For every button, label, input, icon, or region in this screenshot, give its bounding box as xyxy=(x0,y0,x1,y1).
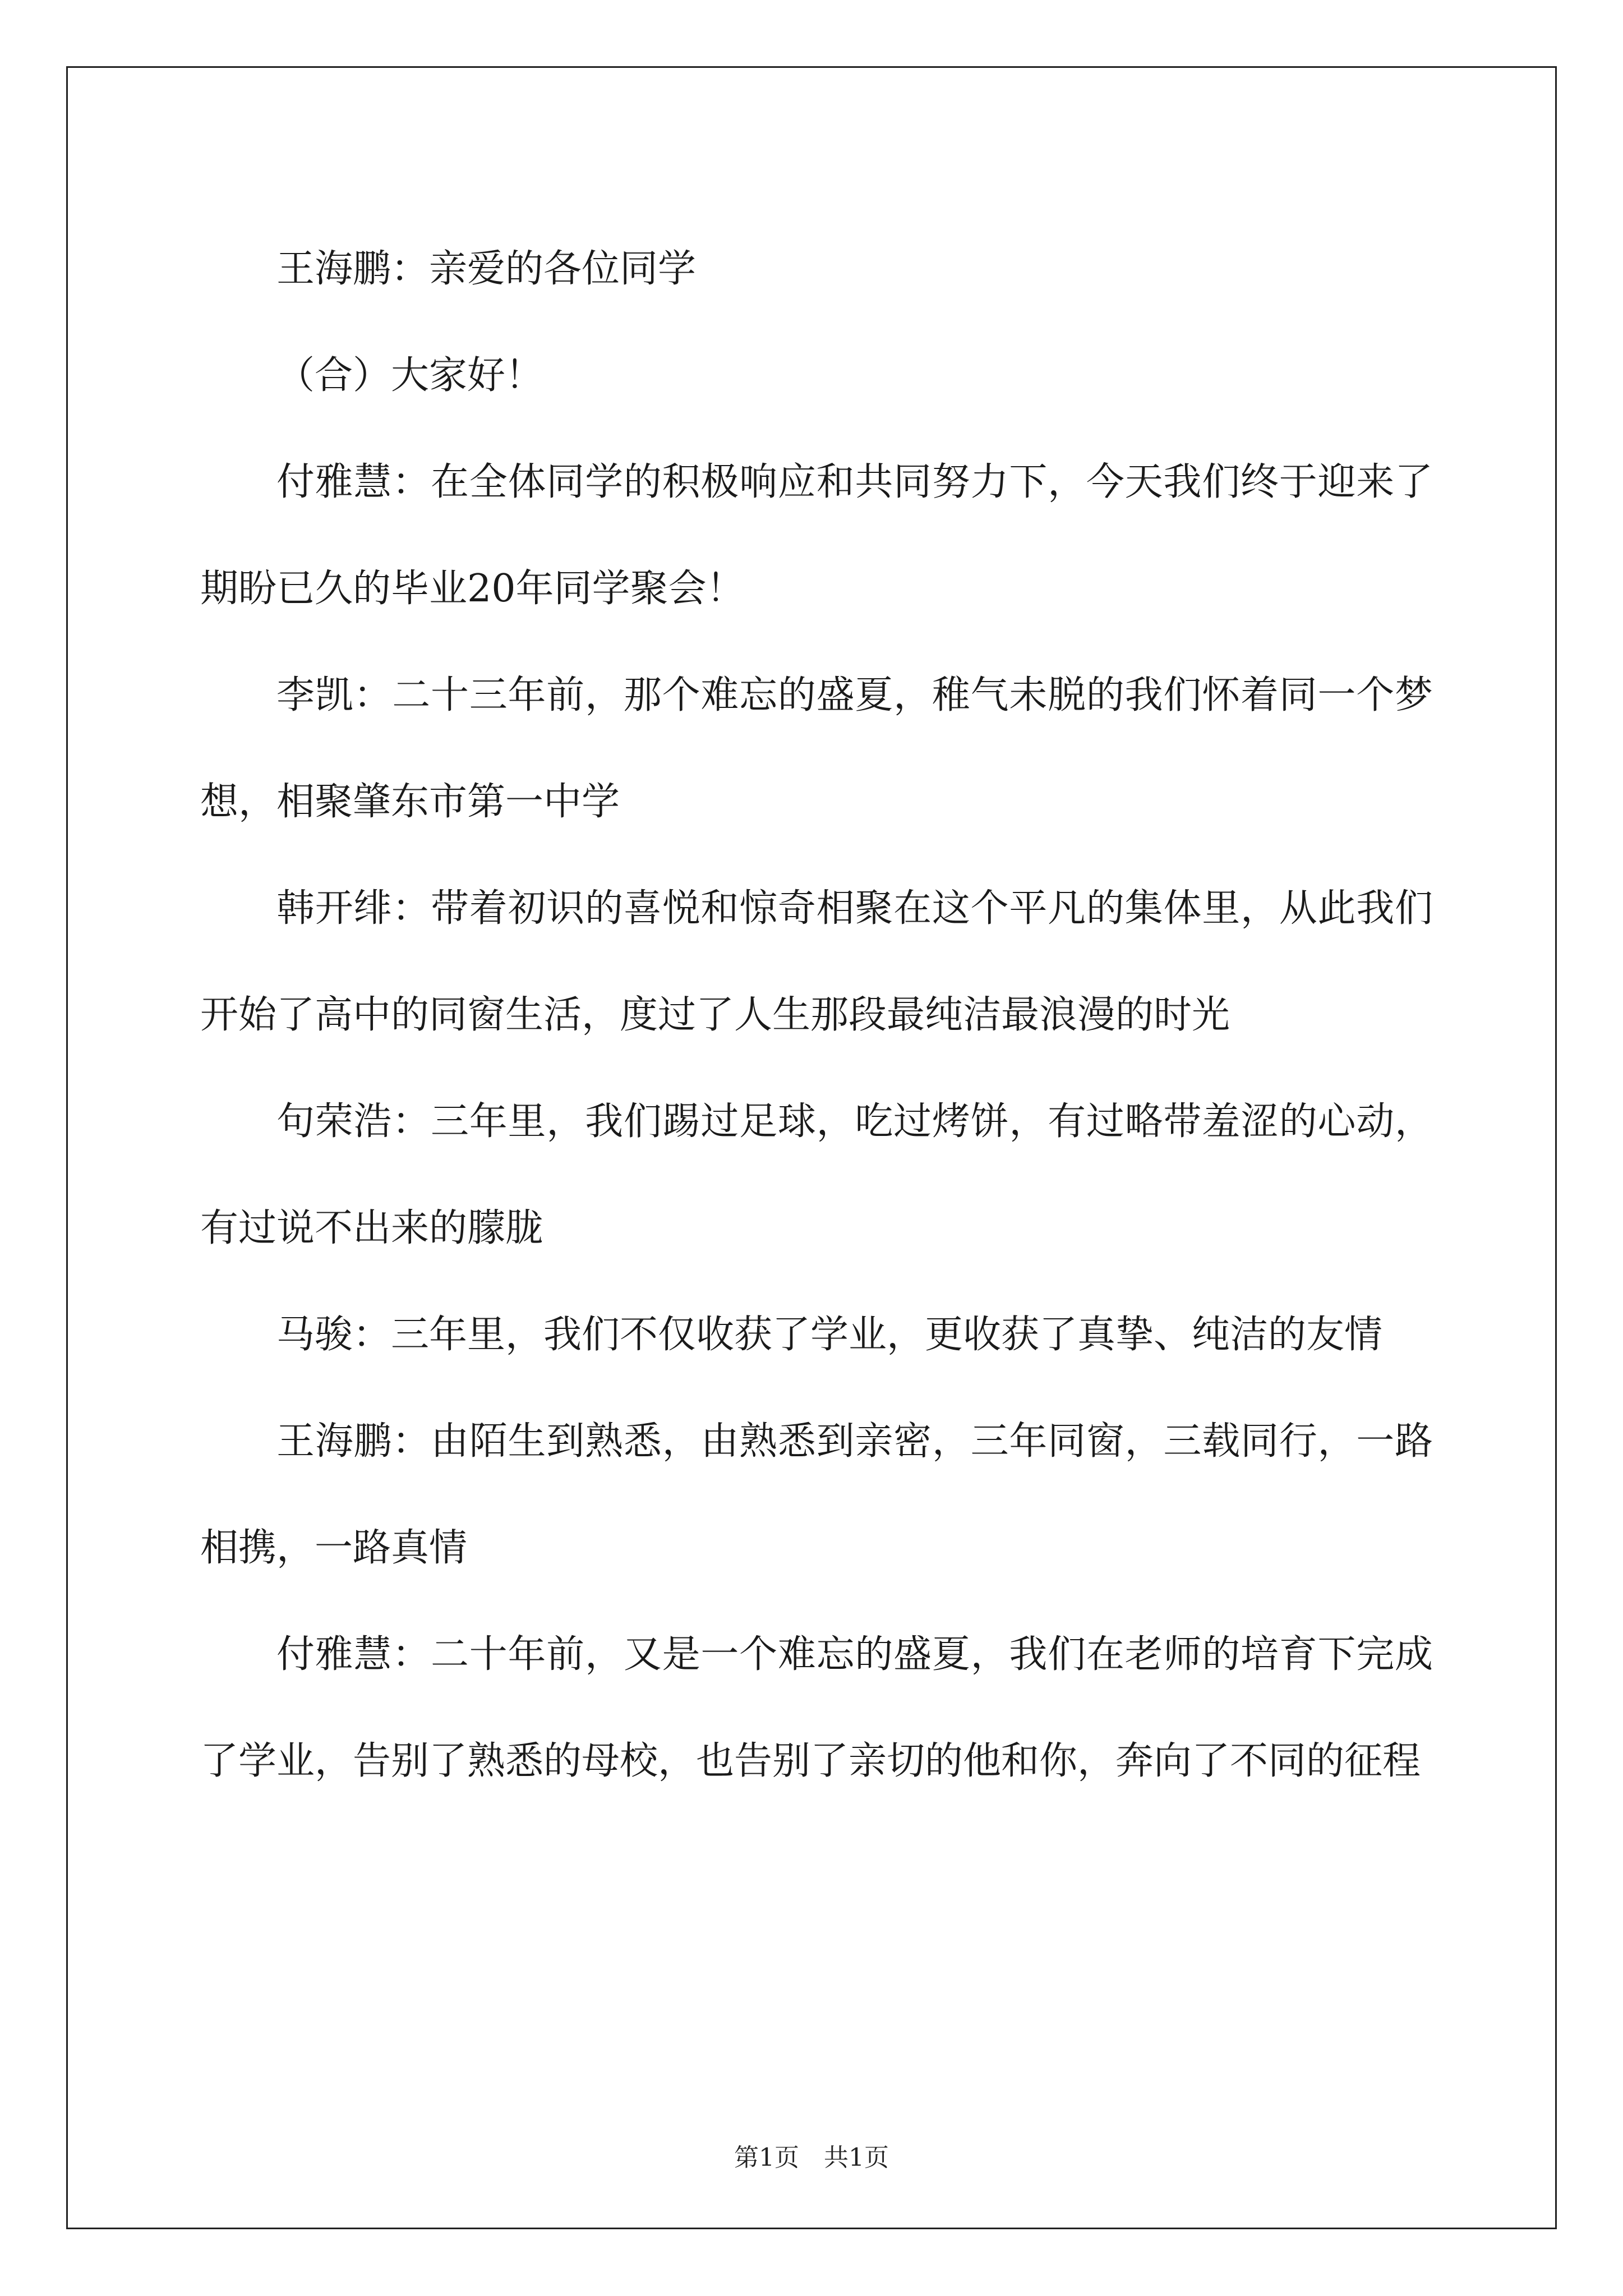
paragraph-5: 韩开绯：带着初识的喜悦和惊奇相聚在这个平凡的集体里，从此我们开始了高中的同窗生活，度过了人生那段最纯洁最浪漫的时光 xyxy=(200,886,1433,1037)
paragraph-1: 王海鹏：亲爱的各位同学 xyxy=(276,247,697,291)
paragraph-7: 马骏：三年里，我们不仅收获了学业，更收获了真挚、纯洁的友情 xyxy=(276,1313,1383,1357)
paragraph-9: 付雅慧：二十年前，又是一个难忘的盛夏，我们在老师的培育下完成了学业，告别了熟悉的母校，也告别了亲切的他和你，奔向了不同的征程 xyxy=(200,1632,1433,1783)
document-body xyxy=(200,216,1433,1815)
paragraph-8: 王海鹏：由陌生到熟悉，由熟悉到亲密，三年同窗，三载同行，一路相携，一路真情 xyxy=(200,1419,1433,1570)
paragraph-3: 付雅慧：在全体同学的积极响应和共同努力下，今天我们终于迎来了期盼已久的毕业20年同学聚会！ xyxy=(200,460,1433,611)
paragraph-6: 句荣浩：三年里，我们踢过足球，吃过烤饼，有过略带羞涩的心动，有过说不出来的朦胧 xyxy=(200,1099,1433,1250)
page-footer: 第1页 共1页 xyxy=(734,2143,889,2172)
paragraph-4: 李凯：二十三年前，那个难忘的盛夏，稚气未脱的我们怀着同一个梦想，相聚肇东市第一中学 xyxy=(200,673,1433,824)
paragraph-2: （合）大家好！ xyxy=(276,353,544,398)
